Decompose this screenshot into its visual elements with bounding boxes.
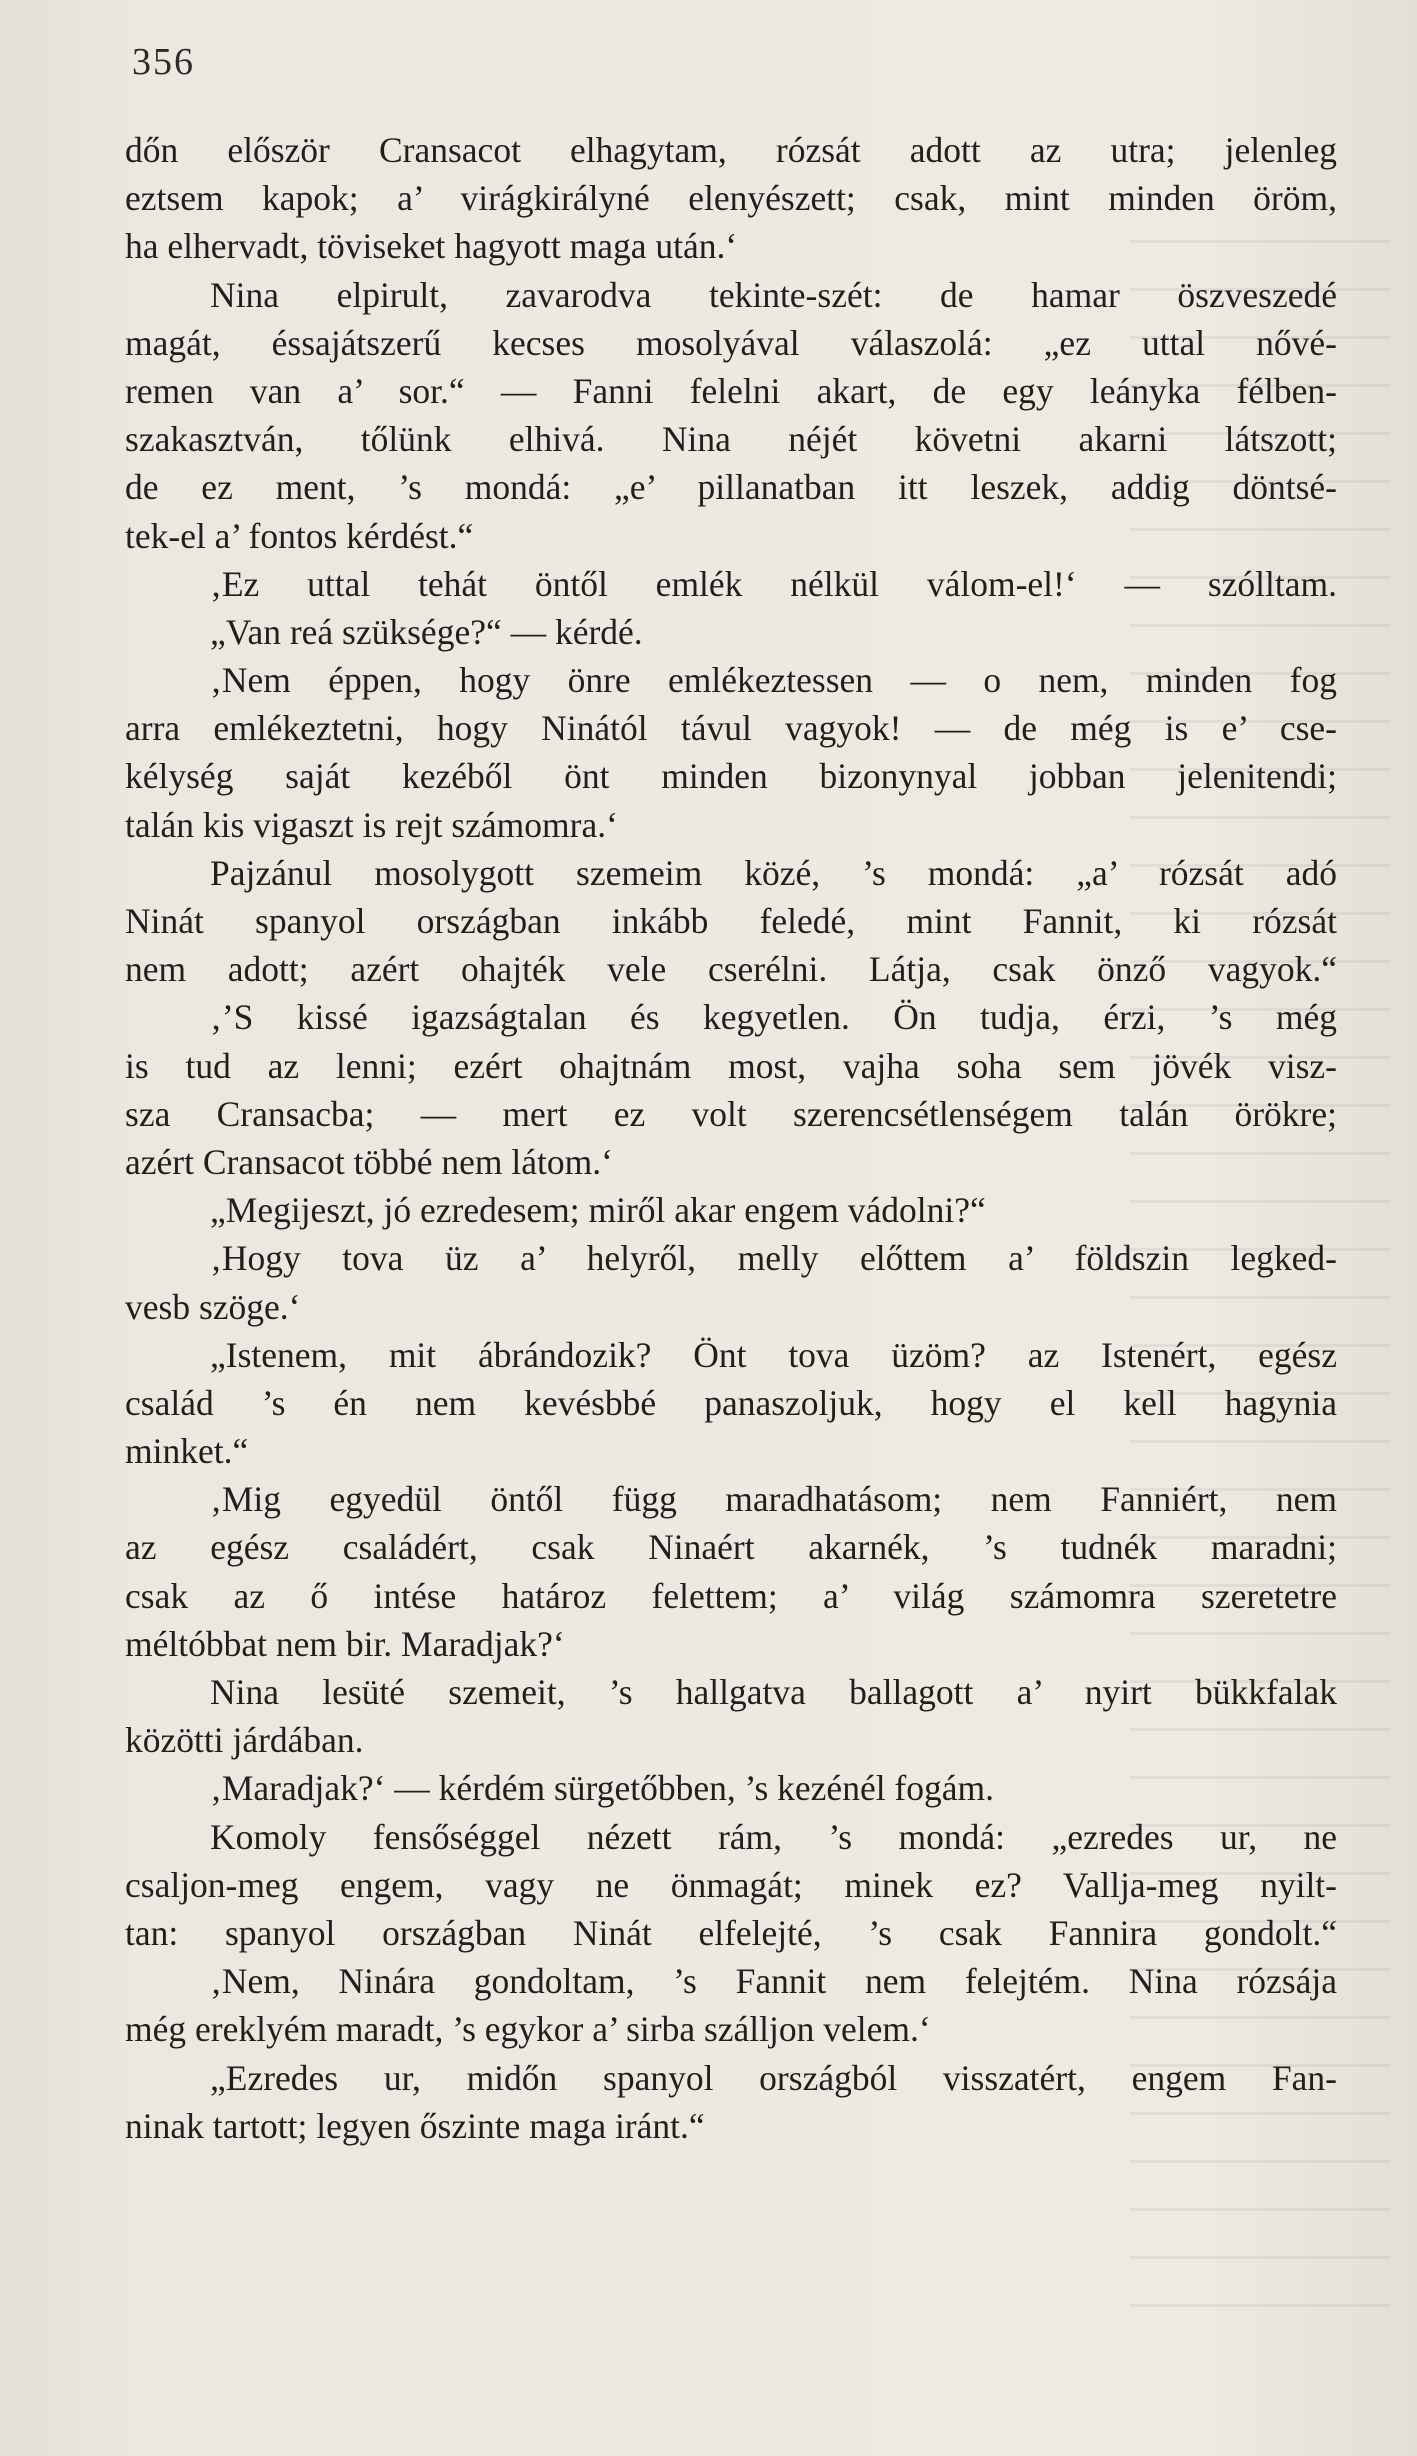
text-line: tek-el a’ fontos kérdést.“: [125, 515, 474, 556]
page-number: 356: [132, 41, 195, 83]
text-line: ‚Maradjak?‘ — kérdém sürgetőbben, ’s kezénél fogám.: [210, 1768, 994, 1809]
text-line: csak az ő intése határoz felettem; a’ világ számomra szeretetre: [125, 1575, 1337, 1616]
text-line: csaljon-meg engem, vagy ne önmagát; minek ez? Vallja-meg nyilt-: [125, 1864, 1337, 1905]
text-line: eztsem kapok; a’ virágkirályné elenyészett; csak, mint minden öröm,: [125, 178, 1337, 219]
text-line: arra emlékeztetni, hogy Ninától távul vagyok! — de még is e’ cse-: [125, 708, 1337, 749]
text-line: Nina elpirult, zavarodva tekinte-szét: de hamar öszveszedé: [210, 274, 1337, 315]
text-line: kélység saját kezéből önt minden bizonynyal jobban jelenitendi;: [125, 756, 1337, 797]
text-line: ‚Mig egyedül öntől függ maradhatásom; nem Fanniért, nem: [210, 1479, 1337, 1520]
text-line: Ninát spanyol országban inkább feledé, mint Fannit, ki rózsát: [125, 901, 1337, 941]
text-line: nem adott; azért ohajték vele cserélni. Látja, csak önző vagyok.“: [125, 949, 1337, 990]
text-line: „Megijeszt, jó ezredesem; miről akar engem vádolni?“: [210, 1190, 986, 1231]
body-text: [125, 126, 1337, 2150]
text-line: az egész családért, csak Ninaért akarnék, ’s tudnék maradni;: [125, 1527, 1337, 1568]
text-line: tan: spanyol országban Ninát elfelejté, ’s csak Fannira gondolt.“: [125, 1912, 1337, 1953]
text-line: „Istenem, mit ábrándozik? Önt tova üzöm? az Istenért, egész: [210, 1334, 1337, 1375]
text-line: remen van a’ sor.“ — Fanni felelni akart, de egy leányka félben-: [125, 370, 1337, 411]
text-line: azért Cransacot többé nem látom.‘: [125, 1141, 613, 1182]
text-line: ha elhervadt, töviseket hagyott maga után.‘: [125, 226, 738, 267]
text-line: „Ezredes ur, midőn spanyol országból visszatért, engem Fan-: [210, 2057, 1337, 2098]
text-line: Nina lesüté szemeit, ’s hallgatva ballagott a’ nyirt bükkfalak: [210, 1672, 1337, 1712]
text-line: közötti járdában.: [125, 1720, 364, 1761]
text-line: Pajzánul mosolygott szemeim közé, ’s mondá: „a’ rózsát adó: [210, 852, 1337, 893]
text-line: de ez ment, ’s mondá: „e’ pillanatban itt leszek, addig döntsé-: [125, 467, 1337, 508]
text-line: szakasztván, tőlünk elhivá. Nina néjét követni akarni látszott;: [125, 419, 1337, 460]
text-line: még ereklyém maradt, ’s egykor a’ sirba szálljon velem.‘: [125, 2009, 931, 2050]
text-line: is tud az lenni; ezért ohajtnám most, vajha soha sem jövék visz-: [125, 1045, 1337, 1086]
text-line: ‚Nem éppen, hogy önre emlékeztessen — o nem, minden fog: [210, 660, 1337, 701]
text-line: magát, éssajátszerű kecses mosolyával válaszolá: „ez uttal nővé-: [125, 322, 1337, 363]
text-line: ‚Nem, Ninára gondoltam, ’s Fannit nem felejtém. Nina rózsája: [210, 1961, 1337, 2002]
text-line: ‚’S kissé igazságtalan és kegyetlen. Ön tudja, érzi, ’s még: [210, 997, 1337, 1038]
text-line: ‚Hogy tova üz a’ helyről, melly előttem a’ földszin legked-: [210, 1238, 1337, 1279]
text-line: sza Cransacba; — mert ez volt szerencsétlenségem talán örökre;: [125, 1093, 1337, 1134]
text-line: Komoly fensőséggel nézett rám, ’s mondá: „ezredes ur, ne: [210, 1816, 1337, 1857]
text-line: „Van reá szüksége?“ — kérdé.: [210, 611, 643, 652]
text-line: vesb szöge.‘: [125, 1286, 301, 1327]
text-line: minket.“: [125, 1431, 249, 1472]
text-line: méltóbbat nem bir. Maradjak?‘: [125, 1623, 565, 1664]
text-line: ‚Ez uttal tehát öntől emlék nélkül válom-el!‘ — szólltam.: [210, 563, 1337, 604]
text-line: talán kis vigaszt is rejt számomra.‘: [125, 804, 618, 845]
text-line: család ’s én nem kevésbbé panaszoljuk, hogy el kell hagynia: [125, 1382, 1337, 1423]
text-line: dőn először Cransacot elhagytam, rózsát adott az utra; jelenleg: [125, 130, 1337, 170]
text-line: ninak tartott; legyen őszinte maga iránt.“: [125, 2105, 705, 2146]
